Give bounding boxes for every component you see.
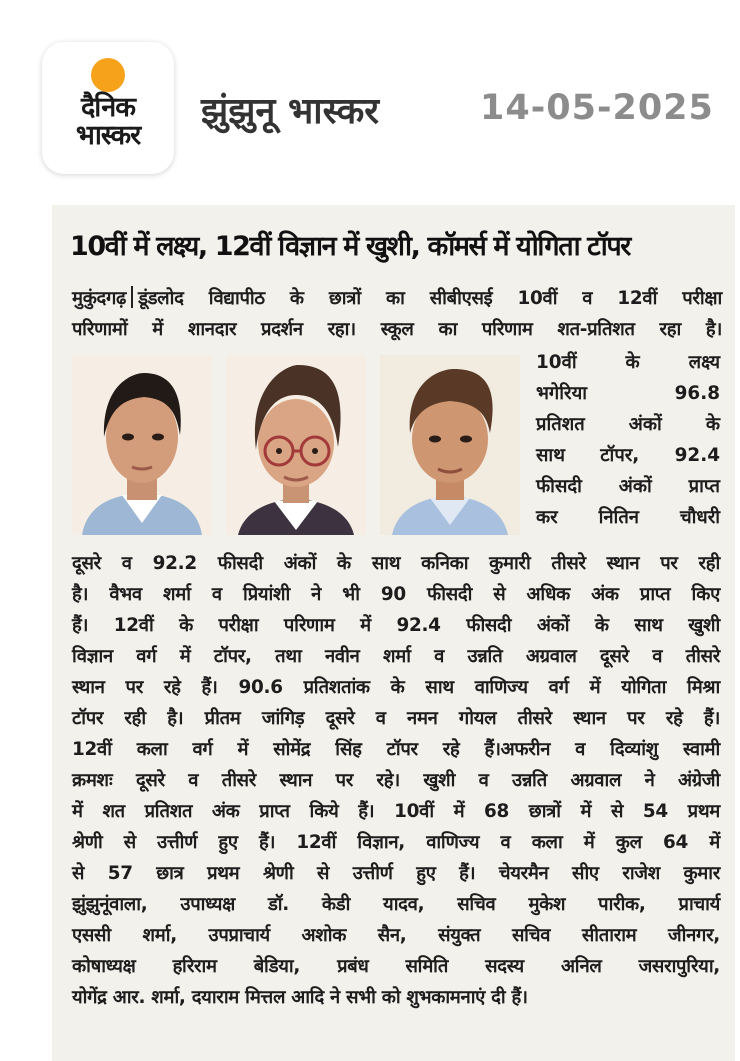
- body-line: कोषाध्यक्ष हरिराम बेडिया, प्रबंध समिति सदस्य अनिल जसरापुरिया,: [72, 956, 720, 977]
- body-line: स्थान पर रहे हैं। 90.6 प्रतिशतांक के साथ वाणिज्य वर्ग में योगिता मिश्रा: [72, 677, 720, 698]
- body-line: एससी शर्मा, उपप्राचार्य अशोक सैन, संयुक्त सचिव सीताराम जीनगर,: [72, 925, 720, 946]
- side-line: फीसदी अंकों प्राप्त: [536, 476, 720, 497]
- dateline: मुकुंदगढ़: [72, 288, 127, 309]
- article-side-column: [536, 347, 720, 533]
- edition-name: झुंझुनू भास्कर: [201, 91, 379, 132]
- logo-sun-icon: [91, 58, 125, 92]
- side-line: कर नितिन चौधरी: [536, 507, 720, 528]
- body-line: विज्ञान वर्ग में टॉपर, तथा नवीन शर्मा व उन्नति अग्रवाल दूसरे व तीसरे: [72, 646, 720, 667]
- body-line: हैं। 12वीं के परीक्षा परिणाम में 92.4 फीसदी अंकों के साथ खुशी: [72, 615, 720, 636]
- body-line: क्रमशः दूसरे व तीसरे स्थान पर रहे। खुशी व उन्नति अग्रवाल ने अंग्रेजी: [72, 770, 720, 791]
- lead-line-2: परिणामों में शानदार प्रदर्शन रहा। स्कूल का परिणाम शत-प्रतिशत रहा है।: [72, 319, 722, 340]
- body-line: से 57 छात्र प्रथम श्रेणी से उत्तीर्ण हुए हैं। चेयरमैन सीए राजेश कुमार: [72, 863, 720, 884]
- body-line: में शत प्रतिशत अंक प्राप्त किये हैं। 10वीं में 68 छात्रों में से 54 प्रथम: [72, 801, 720, 822]
- article-headline: 10वीं में लक्ष्य, 12वीं विज्ञान में खुशी, कॉमर्स में योगिता टॉपर: [70, 231, 630, 262]
- side-line: साथ टॉपर, 92.4: [536, 445, 720, 466]
- edition-date: 14-05-2025: [480, 88, 714, 128]
- body-line: है। वैभव शर्मा व प्रियांशी ने भी 90 फीसदी से अधिक अंक प्राप्त किए: [72, 584, 720, 605]
- body-line: श्रेणी से उत्तीर्ण हुए हैं। 12वीं विज्ञान, वाणिज्य व कला में कुल 64 में: [72, 832, 720, 853]
- body-line: योगेंद्र आर. शर्मा, दयाराम मित्तल आदि ने सभी को शुभकामनाएं दी हैं।: [72, 987, 528, 1008]
- newspaper-logo: [42, 42, 174, 174]
- student-photo-3: [380, 355, 520, 535]
- logo-text-line1: दैनिक: [80, 92, 136, 123]
- side-line: प्रतिशत अंकों के: [536, 414, 720, 435]
- lead-line-1: [72, 283, 722, 314]
- lead-text-1: डूंडलोद विद्यापीठ के छात्रों का सीबीएसई 10वीं व 12वीं परीक्षा: [138, 288, 722, 309]
- side-line: 10वीं के लक्ष्य: [536, 352, 720, 373]
- body-line: टॉपर रही है। प्रीतम जांगिड़ दूसरे व नमन गोयल तीसरे स्थान पर रहे हैं।: [72, 708, 720, 729]
- body-line: 12वीं कला वर्ग में सोमेंद्र सिंह टॉपर रहे हैं।अफरीन व दिव्यांशु स्वामी: [72, 739, 720, 760]
- dateline-separator: [131, 286, 133, 308]
- student-photo-2: [226, 355, 366, 535]
- article-lead: [72, 283, 722, 345]
- student-photo-1: [72, 355, 212, 535]
- article-body: [72, 548, 720, 1013]
- logo-text-line2: भास्कर: [75, 120, 141, 151]
- body-line: झुंझुनूंवाला, उपाध्यक्ष डॉ. केडी यादव, सचिव मुकेश पारीक, प्राचार्य: [72, 894, 720, 915]
- body-line: दूसरे व 92.2 फीसदी अंकों के साथ कनिका कुमारी तीसरे स्थान पर रही: [72, 553, 720, 574]
- side-line: भगेरिया 96.8: [536, 383, 720, 404]
